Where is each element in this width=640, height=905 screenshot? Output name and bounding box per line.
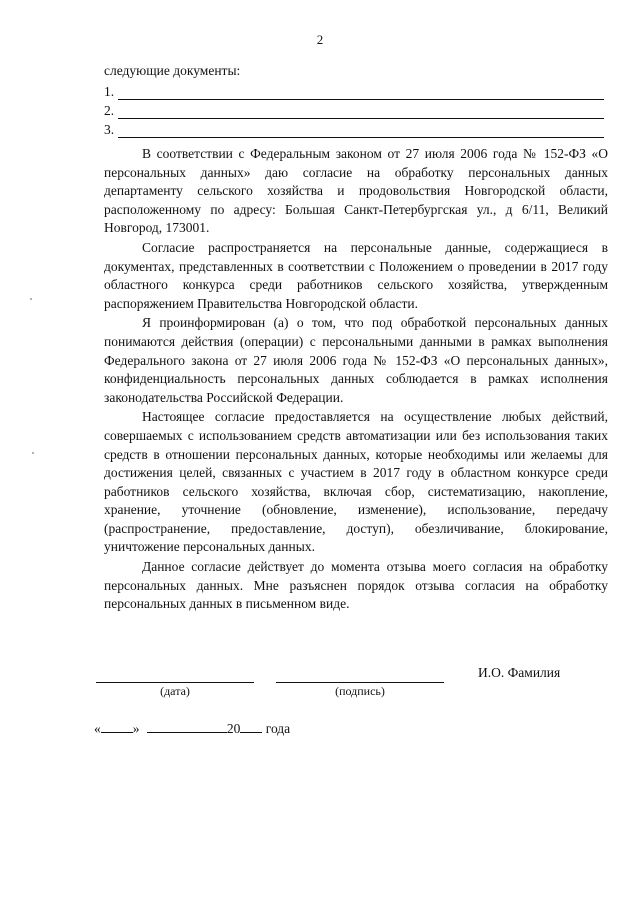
document-line-number: 1. [104,84,115,99]
documents-intro: следующие документы: [104,63,241,78]
scan-mark [30,298,32,300]
close-quote: » [132,721,140,736]
paragraph-informed: Я проинформирован (а) о том, что под обработкой персональных данных понимаются действия (операции) с персональными данными в рамках выполнения Федерального закона от 27 июля 2006 года № 152-ФЗ «О персональных данных», конфиденциальность персональных данных соблюдается в рамках исполнения законодательства Российской Федерации. [104,315,608,405]
year-prefix: 20 [226,721,241,736]
scan-mark [32,452,34,454]
signature-line [276,682,444,683]
paragraph-actions: Настоящее согласие предоставляется на осуществление любых действий, совершаемых с использованием средств автоматизации или без использования таких средств в отношении персональных данных, которые необходимы или желаемы для достижения целей, связанных с участием в 2017 году в областном конкурсе среди работников сельского хозяйства, включая сбор, систематизацию, накопление, хранение, уточнение (обновление, изменение), использование, передачу (распространение, предоставление, доступ), обезличивание, блокирование, уничтожение персональных данных. [104,409,608,555]
consent-body [104,145,608,614]
blank-line [118,137,604,138]
paragraph-legal-basis: В соответствии с Федеральным законом от 27 июля 2006 года № 152-ФЗ «О персональных данных» даю согласие на обработку персональных данных департаменту сельского хозяйства и продовольствия Новгородской области, расположенному по адресу: Большая Санкт-Петербургская ул., д 6/11, Великий Новгород, 173001. [104,146,608,236]
date-caption: (дата) [160,684,190,698]
document-line-number: 3. [104,122,115,137]
paragraph-scope: Согласие распространяется на персональные данные, содержащиеся в документах, представленных в соответствии с Положением о проведении в 2017 году областного конкурса среди работников сельского хозяйства, утвержденным распоряжением Правительства Новгородской области. [104,239,608,311]
document-line-number: 2. [104,103,115,118]
paragraph-validity: Данное согласие действует до момента отзыва моего согласия на обработку персональных данных. Мне разъяснен порядок отзыва согласия на обработку персональных данных в письменном виде. [104,559,608,612]
open-quote: « [94,721,101,736]
blank-line [118,99,604,100]
date-signature-line [96,682,254,683]
blank-line [118,118,604,119]
document-line-1 [104,84,604,102]
day-blank [101,720,133,733]
document-line-2 [104,103,604,121]
month-blank [147,720,227,733]
signer-name: И.О. Фамилия [478,665,561,680]
year-suffix: года [265,721,291,736]
year-blank [240,720,262,733]
date-line [94,720,290,737]
signature-caption: (подпись) [335,684,385,698]
document-line-3 [104,122,604,140]
page-number: 2 [316,32,324,47]
